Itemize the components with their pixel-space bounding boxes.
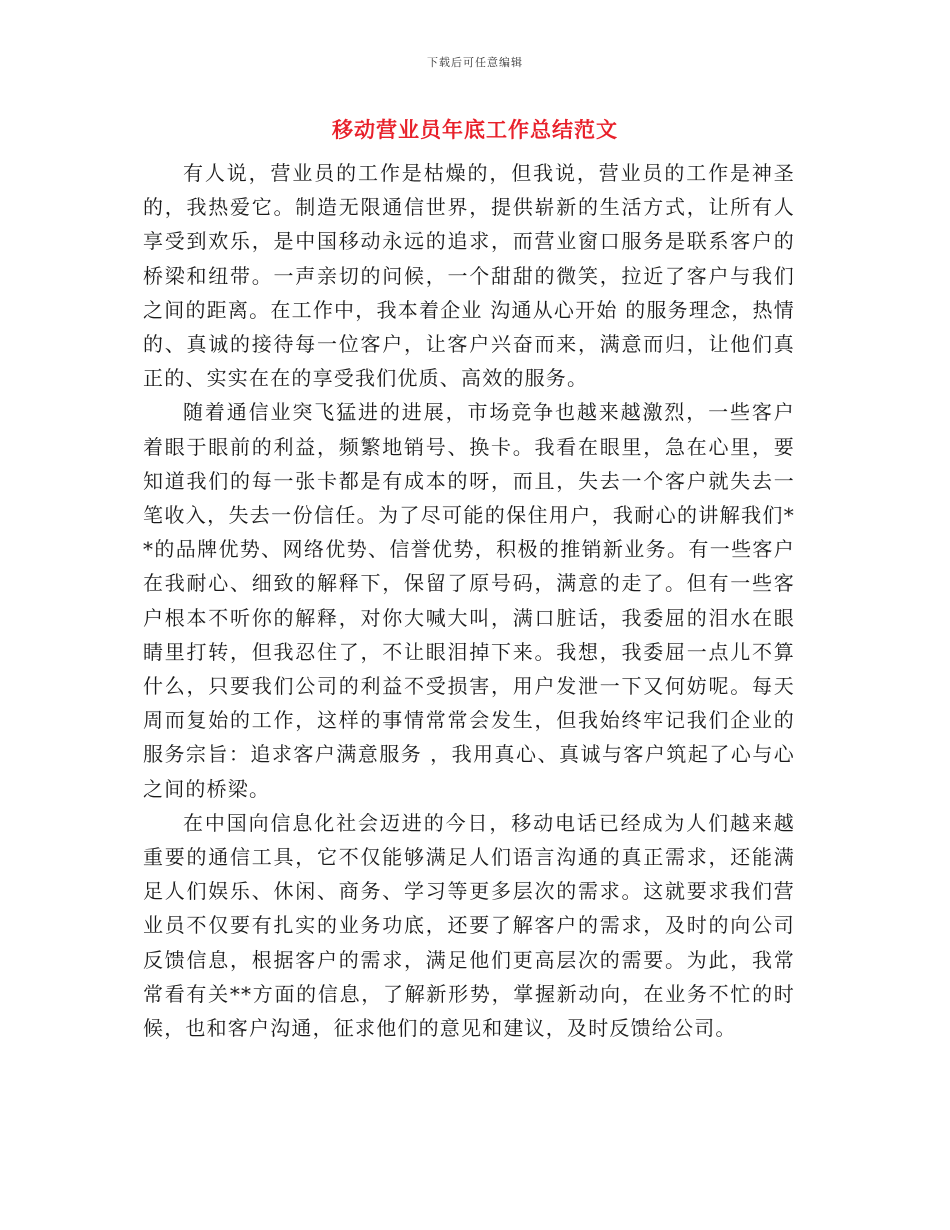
paragraph-1: 有人说，营业员的工作是枯燥的，但我说，营业员的工作是神圣的，我热爱它。制造无限通信世界，提供崭新的生活方式，让所有人享受到欢乐，是中国移动永远的追求，而营业窗口服务是联系客户的桥梁和纽带。一声亲切的问候，一个甜甜的微笑，拉近了客户与我们之间的距离。在工作中，我本着企业 沟通从心开始 的服务理念，热情的、真诚的接待每一位客户，让客户兴奋而来，满意而归，让他们真正的、实实在在的享受我们优质、高效的服务。 bbox=[143, 161, 795, 391]
paragraph-2: 随着通信业突飞猛进的进展，市场竞争也越来越激烈，一些客户着眼于眼前的利益，频繁地销号、换卡。我看在眼里，急在心里，要知道我们的每一张卡都是有成本的呀，而且，失去一个客户就失去一笔收入，失去一份信任。为了尽可能的保住用户，我耐心的讲解我们**的品牌优势、网络优势、信誉优势，积极的推销新业务。有一些客户在我耐心、细致的解释下，保留了原号码，满意的走了。但有一些客户根本不听你的解释，对你大喊大叫，满口脏话，我委屈的泪水在眼睛里打转，但我忍住了，不让眼泪掉下来。我想，我委屈一点儿不算什么，只要我们公司的利益不受损害，用户发泄一下又何妨呢。每天周而复始的工作，这样的事情常常会发生，但我始终牢记我们企业的服务宗旨：追求客户满意服务 ，我用真心、真诚与客户筑起了心与心之间的桥梁。 bbox=[143, 400, 795, 801]
document-title: 移动营业员年底工作总结范文 bbox=[332, 118, 618, 142]
document-body bbox=[143, 156, 795, 1045]
paragraph-3: 在中国向信息化社会迈进的今日，移动电话已经成为人们越来越重要的通信工具，它不仅能够满足人们语言沟通的真正需求，还能满足人们娱乐、休闲、商务、学习等更多层次的需求。这就要求我们营业员不仅要有扎实的业务功底，还要了解客户的需求，及时的向公司反馈信息，根据客户的需求，满足他们更高层次的需要。为此，我常常看有关**方面的信息，了解新形势，掌握新动向，在业务不忙的时候，也和客户沟通，征求他们的意见和建议，及时反馈给公司。 bbox=[143, 810, 795, 1041]
header-note: 下载后可任意编辑 bbox=[427, 56, 523, 69]
